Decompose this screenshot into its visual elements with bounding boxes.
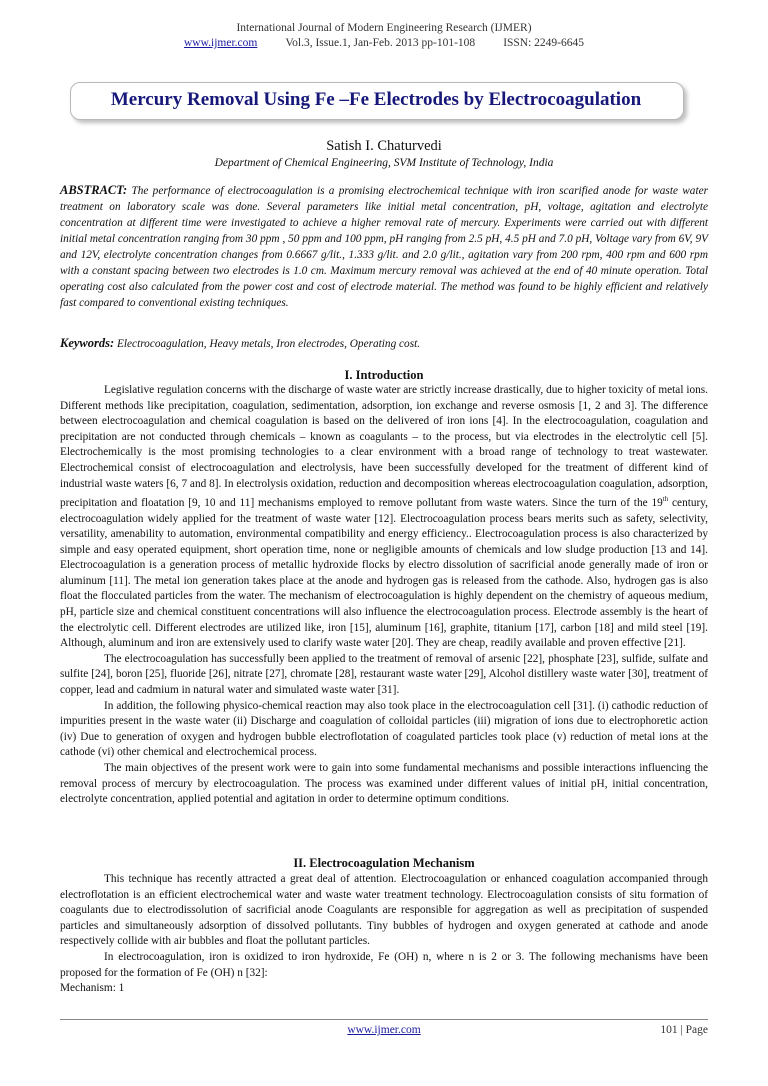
journal-name: International Journal of Modern Engineering Research (IJMER)	[236, 22, 532, 34]
section-introduction-body	[60, 383, 708, 808]
intro-paragraph-2: The electrocoagulation has successfully been applied to the treatment of removal of arsenic [22], phosphate [23], sulfide, sulfate and sulfite [24], boron [25], fluoride [26], nitrate [27], chromate [28], restaurant waste water [29], Alcohol distillery waste water [30], treatment of copper, lead and cadmium in natural water and simulated waste water [31].	[60, 652, 708, 697]
mechanism-label: Mechanism: 1	[60, 982, 125, 995]
abstract-label: ABSTRACT:	[60, 183, 128, 197]
journal-info-line	[0, 37, 768, 49]
paper-affiliation: Department of Chemical Engineering, SVM Institute of Technology, India	[214, 157, 554, 169]
mechanism-paragraph-2: In electrocoagulation, iron is oxidized to iron hydroxide, Fe (OH) n, where n is 2 or 3. The following mechanisms have been proposed for the formation of Fe (OH) n [32]:	[60, 950, 708, 979]
paper-author: Satish I. Chaturvedi	[326, 138, 442, 154]
keywords	[60, 336, 708, 351]
superscript-th: th	[662, 495, 669, 504]
intro-paragraph-4: The main objectives of the present work were to gain into some fundamental mechanisms and possible interactions influencing the removal process of mercury by electrocoagulation. The process was examined under different values of initial pH, initial concentration, electrolyte concentration, applied potential and agitation in order to determine optimum conditions.	[60, 762, 708, 806]
mechanism-paragraph-1: This technique has recently attracted a great deal of attention. Electrocoagulation or enhanced coagulation accompanied through electroflotation is an efficient electrochemical water and waste water treatment technology. Electrocoagulation consists of situ formation of coagulants due to electrodissolution of sacrificial anode Coagulants are responsible for aggregation as well as precipitation of suspended particles and simultaneously adsorption of dissolved pollutants. Tiny bubbles of hydrogen and oxygen generated at cathode and anode respectively collide with air bubbles and float the pollutant particles.	[60, 873, 708, 948]
paper-title: Mercury Removal Using Fe –Fe Electrodes by Electrocoagulation	[110, 89, 642, 110]
journal-issn: ISSN: 2249-6645	[503, 37, 585, 49]
abstract-text: The performance of electrocoagulation is a promising electrochemical technique with iron scarified anode for waste water treatment on laboratory scale was done. Several parameters like initial metal concentration, pH, voltage, agitation and electrolyte concentration at different time were investigated to achieve a higher removal rate of mercury. Experiments were carried out with different initial metal concentration ranging from 30 ppm , 50 ppm and 100 ppm, pH ranging from 2.5 pH, 4.5 pH and 7.0 pH, Voltage vary from 6V, 9V and 12V, electrolyte concentration changes from 0.6667 g/lit., 1.333 g/lit. and 2.0 g/lit., agitation vary from 200 rpm, 400 rpm and 600 rpm with a constant spacing between two electrodes is 1.0 cm. Maximum mercury removal was achieved at the end of 40 minute operation. Total operating cost also calculated from the power cost and cost of electrode material. The method was found to be highly efficient and relatively fast compared to conventional existing techniques.	[60, 185, 708, 309]
keywords-label: Keywords:	[60, 336, 115, 350]
footer-url-link[interactable]: www.ijmer.com	[347, 1024, 421, 1036]
journal-url-link[interactable]: www.ijmer.com	[183, 37, 258, 49]
footer-rule	[60, 1019, 708, 1020]
intro-paragraph-3: In addition, the following physico-chemical reaction may also took place in the electrocoagulation cell [31]. (i) cathodic reduction of impurities present in the waste water (ii) Discharge and coagulation of colloidal particles (iii) migration of ions due to electrophoretic action (iv) Due to generation of oxygen and hydrogen bubble electroflotation of coagulated particles took place (v) reduction of metal ions at the cathode (vi) other chemical and electrochemical process.	[60, 699, 708, 759]
keywords-text: Electrocoagulation, Heavy metals, Iron electrodes, Operating cost.	[117, 338, 421, 350]
intro-paragraph-1: Legislative regulation concerns with the discharge of waste water are strictly increase drastically, due to higher toxicity of metal ions. Different methods like precipitation, coagulation, sedimentation, adsorption, ion exchange and reverse osmosis [1, 2 and 3]. The difference between electrocoagulation and chemical coagulation is based on the delivered of iron ions [4]. In the electrocoagulation, coagulation and precipitation are not conducted through chemicals – known as coagulants – to the process, but via electrodes in the electrolytic cell [5]. Electrochemically is the most promising technologies to a clear environment with a broad range of technology to treat wastewater. Electrochemical consist of electrocoagulation and electrolysis, have been successfully developed for the treatment of different kind of industrial waste waters [6, 7 and 8]. In electrolysis oxidation, reduction and decomposition whereas electrocoagulation coagulation, adsorption, precipitation and floatation [9, 10 and 11] mechanisms employed to remove pollutant from waste waters. Since the turn of the 19th century, electrocoagulation widely applied for the treatment of waste water [12]. Electrocoagulation process bears merits such as safety, selectivity, versatility, amenability to automation, environmental compatibility and energy efficiency.. Electrocoagulation process is also characterized by simple and easy operated equipment, short operation time, none or negligible amounts of chemicals and low sludge production [13 and 14]. Electrocoagulation is a generation process of metallic hydroxide flocks by electro dissolution of sacrificial anode generally made of iron or aluminum [11]. The metal ion generation takes place at the anode and hydrogen gas is released from the cathode. Also, hydrogen gas is also float the flocculated particles from the water. The mechanism of electrocoagulation is highly dependent on the chemistry of aqueous medium, pH, particle size and chemical constituent concentrations will also influence the electrocoagulation process. Electrode assembly is the heart of the electrolytic cell. Different electrodes are utilized like, iron [15], aluminum [16], graphite, titanium [17], carbon [18] and mild steel [19]. Although, aluminum and iron are extensively used to clarify waste water [20]. They are cheap, readily available and proven effective [21].	[60, 384, 709, 650]
section-heading-introduction: I. Introduction	[344, 368, 424, 382]
journal-volume: Vol.3, Issue.1, Jan-Feb. 2013 pp-101-108	[285, 37, 476, 49]
section-heading-mechanism: II. Electrocoagulation Mechanism	[293, 856, 475, 870]
footer-page-number: 101 | Page	[660, 1024, 708, 1036]
section-mechanism-body	[60, 872, 708, 997]
abstract	[60, 182, 708, 311]
